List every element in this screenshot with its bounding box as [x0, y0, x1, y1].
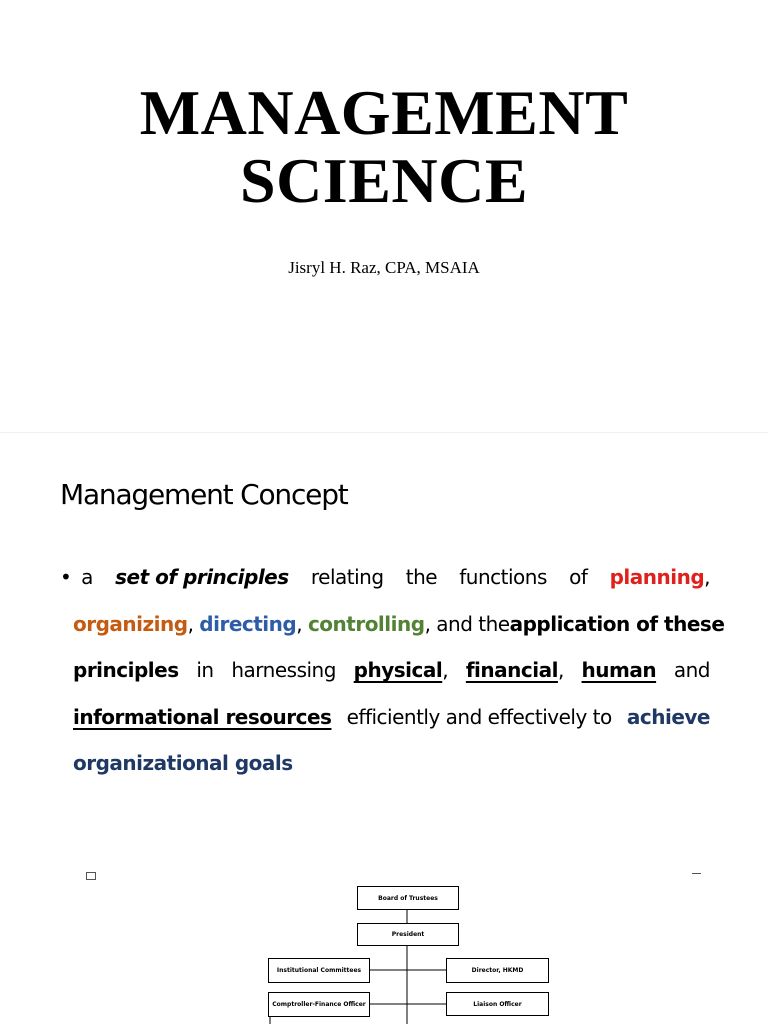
keyword-controlling: controlling — [307, 611, 425, 636]
word-in: in — [196, 658, 214, 682]
bullet-start — [60, 554, 93, 601]
and-the: , and the — [424, 611, 510, 636]
comma: , — [704, 565, 710, 589]
org-box-president: President — [357, 923, 459, 946]
concept-paragraph — [60, 554, 725, 787]
bullet-icon: • — [60, 565, 72, 589]
org-box-director-hkmd: Director, HKMD — [446, 958, 549, 983]
paragraph-line-3 — [60, 647, 710, 694]
slide-divider — [0, 432, 768, 433]
keyword-human: human — [581, 658, 657, 682]
planning-group — [610, 554, 710, 601]
comma: , — [442, 658, 449, 682]
set-of-principles: set of principles — [115, 565, 289, 589]
word-of: of — [569, 565, 588, 589]
concept-heading: Management Concept — [60, 478, 348, 511]
paragraph-line-4 — [60, 694, 710, 741]
paragraph-line-5 — [60, 740, 710, 787]
functions-group — [73, 601, 510, 648]
keyword-achieve: achieve — [626, 704, 710, 729]
corner-marker-right — [692, 873, 701, 874]
org-box-board-of-trustees: Board of Trustees — [357, 886, 459, 910]
corner-marker-left — [86, 872, 96, 880]
word-principles: principles — [73, 658, 179, 682]
keyword-physical: physical — [353, 658, 443, 682]
author: Jisryl H. Raz, CPA, MSAIA — [288, 258, 480, 277]
org-box-comptroller: Comptroller-Finance Officer — [268, 992, 370, 1017]
comma: , — [187, 611, 200, 636]
paragraph-line-2 — [60, 601, 725, 648]
keyword-organizing: organizing — [73, 611, 188, 636]
comma: , — [296, 611, 308, 636]
physical-group — [354, 647, 448, 694]
keyword-organizational-goals: organizational goals — [73, 751, 293, 775]
word-a: a — [81, 565, 93, 589]
keyword-financial: financial — [465, 658, 558, 682]
word-the: the — [405, 565, 438, 589]
keyword-planning: planning — [609, 565, 705, 589]
org-box-institutional-committees: Institutional Committees — [268, 958, 370, 983]
word-and: and — [673, 658, 710, 682]
keyword-informational-resources: informational resources — [73, 704, 332, 729]
title-slide — [0, 0, 768, 432]
efficiently-text: efficiently and effectively to — [346, 704, 612, 729]
paragraph-line-1 — [60, 554, 710, 601]
application-of-these: application of these — [509, 611, 725, 636]
org-box-liaison-officer: Liaison Officer — [446, 992, 549, 1016]
title-line-2: SCIENCE — [239, 145, 529, 216]
keyword-directing: directing — [199, 611, 297, 636]
word-harnessing: harnessing — [231, 658, 336, 682]
financial-group — [466, 647, 564, 694]
comma: , — [557, 658, 564, 682]
word-functions: functions — [459, 565, 547, 589]
word-relating: relating — [310, 565, 384, 589]
title-line-1: MANAGEMENT — [139, 77, 629, 148]
